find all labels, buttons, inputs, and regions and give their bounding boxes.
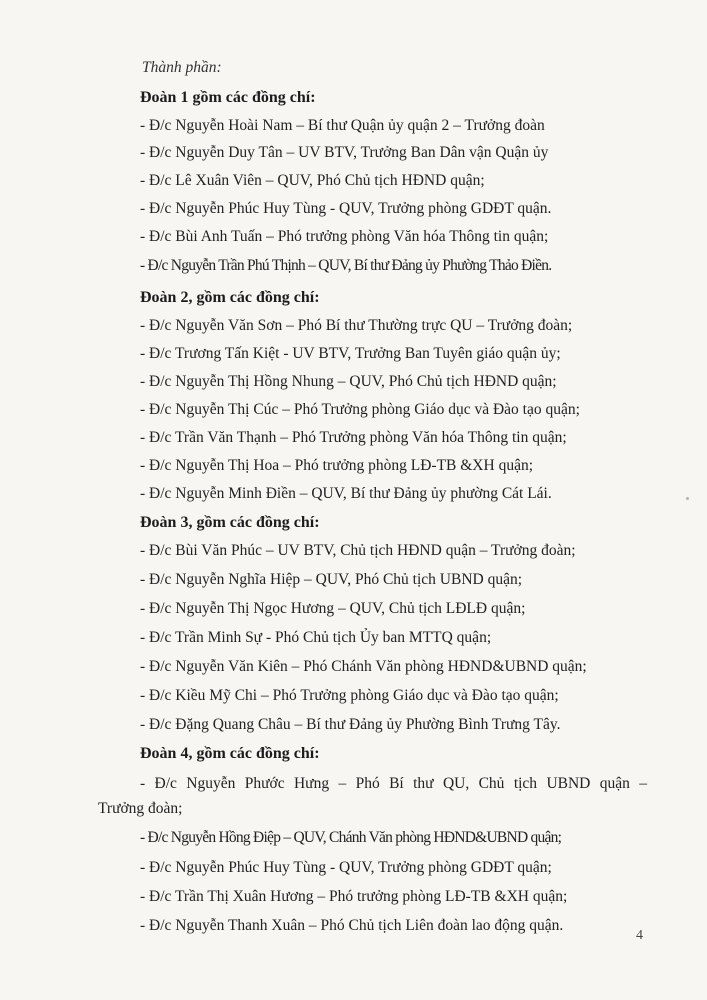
group-2-member-5: - Đ/c Trần Văn Thạnh – Phó Trưởng phòng Văn hóa Thông tin quận; — [140, 429, 567, 446]
group-1-title: Đoàn 1 gồm các đồng chí: — [140, 89, 316, 106]
group-1-member-5: - Đ/c Bùi Anh Tuấn – Phó trưởng phòng Văn hóa Thông tin quận; — [140, 228, 549, 245]
group-2-member-7: - Đ/c Nguyễn Minh Điền – QUV, Bí thư Đảng ủy phường Cát Lái. — [140, 485, 552, 502]
group-2-member-2: - Đ/c Trương Tấn Kiệt - UV BTV, Trưởng Ban Tuyên giáo quận ủy; — [140, 345, 561, 362]
group-3-title: Đoàn 3, gồm các đồng chí: — [140, 514, 320, 531]
group-2-member-1: - Đ/c Nguyễn Văn Sơn – Phó Bí thư Thường trực QU – Trưởng đoàn; — [140, 317, 573, 334]
group-2-member-3: - Đ/c Nguyễn Thị Hồng Nhung – QUV, Phó Chủ tịch HĐND quận; — [140, 373, 557, 390]
scan-speck — [686, 497, 689, 500]
page-number: 4 — [636, 928, 643, 943]
group-4-title: Đoàn 4, gồm các đồng chí: — [140, 745, 320, 762]
group-4-member-4: - Đ/c Trần Thị Xuân Hương – Phó trưởng phòng LĐ-TB &XH quận; — [140, 888, 568, 905]
group-3-member-2: - Đ/c Nguyễn Nghĩa Hiệp – QUV, Phó Chủ tịch UBND quận; — [140, 571, 523, 588]
group-1-member-6: - Đ/c Nguyễn Trần Phú Thịnh – QUV, Bí thư Đảng ủy Phường Thảo Điền. — [140, 257, 552, 274]
group-3-member-1: - Đ/c Bùi Văn Phúc – UV BTV, Chủ tịch HĐND quận – Trưởng đoàn; — [140, 542, 576, 559]
group-2-member-4: - Đ/c Nguyễn Thị Cúc – Phó Trưởng phòng Giáo dục và Đào tạo quận; — [140, 401, 580, 418]
intro-label: Thành phần: — [142, 59, 222, 76]
group-4-member-3: - Đ/c Nguyễn Phúc Huy Tùng - QUV, Trưởng phòng GDĐT quận; — [140, 859, 552, 876]
group-3-member-6: - Đ/c Kiều Mỹ Chi – Phó Trưởng phòng Giáo dục và Đào tạo quận; — [140, 687, 559, 704]
group-1-member-1: - Đ/c Nguyễn Hoài Nam – Bí thư Quận ủy quận 2 – Trưởng đoàn — [140, 117, 545, 134]
group-4-member-5: - Đ/c Nguyễn Thanh Xuân – Phó Chủ tịch Liên đoàn lao động quận. — [140, 917, 564, 934]
group-3-member-4: - Đ/c Trần Minh Sự - Phó Chủ tịch Ủy ban MTTQ quận; — [140, 629, 492, 646]
group-1-member-4: - Đ/c Nguyễn Phúc Huy Tùng - QUV, Trưởng phòng GDĐT quận. — [140, 200, 552, 217]
group-4-member-1-continued: Trưởng đoàn; — [98, 800, 183, 817]
group-3-member-3: - Đ/c Nguyễn Thị Ngọc Hương – QUV, Chủ tịch LĐLĐ quận; — [140, 600, 526, 617]
group-3-member-5: - Đ/c Nguyễn Văn Kiên – Phó Chánh Văn phòng HĐND&UBND quận; — [140, 658, 587, 675]
group-4-member-1: - Đ/c Nguyễn Phước Hưng – Phó Bí thư QU, Chủ tịch UBND quận – — [140, 775, 647, 792]
group-4-member-2: - Đ/c Nguyễn Hồng Điệp – QUV, Chánh Văn phòng HĐND&UBND quận; — [140, 829, 562, 846]
group-1-member-3: - Đ/c Lê Xuân Viên – QUV, Phó Chủ tịch HĐND quận; — [140, 172, 485, 189]
group-1-member-2: - Đ/c Nguyễn Duy Tân – UV BTV, Trưởng Ban Dân vận Quận ủy — [140, 144, 549, 161]
group-2-member-6: - Đ/c Nguyễn Thị Hoa – Phó trưởng phòng LĐ-TB &XH quận; — [140, 457, 534, 474]
group-2-title: Đoàn 2, gồm các đồng chí: — [140, 289, 320, 306]
group-3-member-7: - Đ/c Đặng Quang Châu – Bí thư Đảng ủy Phường Bình Trưng Tây. — [140, 716, 561, 733]
